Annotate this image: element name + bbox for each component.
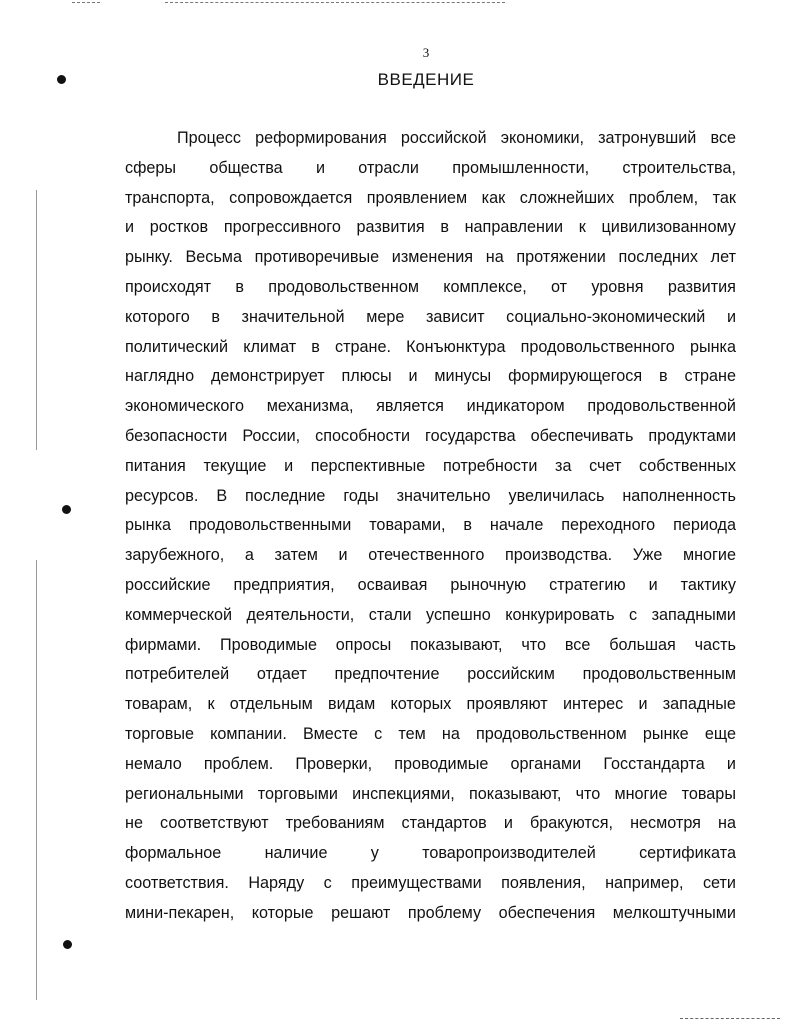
word: механизма, (266, 397, 354, 416)
word: перспективные (310, 456, 426, 475)
word: опросы (335, 635, 392, 654)
body-paragraph (125, 124, 736, 929)
word: соответствия. (125, 873, 229, 892)
word: показывают, (410, 635, 503, 654)
word: и (125, 218, 135, 237)
word: минусы (434, 367, 492, 386)
word: В (216, 486, 228, 505)
word: отечественного (368, 546, 485, 565)
text-line (125, 422, 736, 452)
word: с (629, 605, 638, 624)
word: с (323, 873, 332, 892)
word: зависит (425, 307, 485, 326)
word: органами (510, 754, 582, 773)
word: не (125, 814, 143, 833)
text-line (125, 482, 736, 512)
word: на (441, 724, 460, 743)
text-line (125, 124, 736, 154)
word: показывают, (468, 784, 562, 803)
word: отдает (256, 665, 307, 684)
word: отдельным (229, 695, 313, 714)
word: способности (315, 426, 411, 445)
word: в (311, 337, 320, 356)
word: мере (366, 307, 405, 326)
word: товары (681, 784, 736, 803)
word: западными (651, 605, 736, 624)
word: все (710, 129, 736, 147)
word: государства (425, 426, 516, 445)
word: преимуществами (351, 873, 482, 892)
word: товарам, (125, 695, 193, 714)
word: многие (614, 784, 668, 803)
word: значительной (241, 307, 345, 326)
word: в (440, 218, 449, 237)
word: и (315, 158, 326, 177)
word: плюсы (341, 367, 392, 386)
word: у (370, 844, 379, 863)
word: западные (662, 695, 736, 714)
word: в (659, 367, 668, 386)
word: социально-экономический (506, 307, 706, 326)
text-line (125, 184, 736, 214)
word: продовольственного (520, 337, 675, 356)
word: промышленности, (452, 158, 590, 177)
word: Проводимые (220, 635, 317, 654)
word: сферы (125, 158, 177, 177)
word: Вместе (302, 724, 359, 743)
text-line (125, 839, 736, 869)
word: последних (618, 248, 698, 267)
scan-artifact-bottom (680, 1018, 780, 1019)
text-line (125, 303, 736, 333)
word: переходного (561, 516, 656, 535)
word: и (408, 367, 418, 386)
word: обеспечения (498, 903, 596, 922)
word: предприятия, (233, 575, 335, 594)
word: так (712, 188, 736, 207)
word: индикатором (466, 397, 565, 416)
word: и (726, 754, 736, 773)
word: изменения (391, 248, 474, 267)
word: продовольственной (587, 397, 736, 416)
text-line (125, 571, 736, 601)
word: политический (125, 337, 229, 356)
word: рынка (689, 337, 736, 356)
word: наглядно (125, 367, 195, 386)
word: увеличилась (508, 486, 605, 505)
text-line (125, 631, 736, 661)
word: многие (682, 546, 736, 565)
word: зарубежного, (125, 546, 225, 565)
word: российской (400, 129, 487, 147)
scan-artifact-top (165, 2, 505, 3)
word: России, (242, 426, 301, 445)
word: часть (694, 635, 736, 654)
word: от (550, 277, 568, 296)
word: конкурировать (505, 605, 615, 624)
word: Уже (632, 546, 663, 565)
word: стратегию (549, 575, 626, 594)
word: наполненность (622, 486, 736, 505)
word: стали (368, 605, 412, 624)
word: Наряду (248, 873, 305, 892)
word: что (521, 635, 547, 654)
word: проявляют (466, 695, 548, 714)
word: протяжении (516, 248, 606, 267)
word: немало (125, 754, 182, 773)
word: счет (589, 456, 622, 475)
word: и (284, 456, 294, 475)
word: успешно (426, 605, 491, 624)
word: комплексе, (443, 277, 527, 296)
word: развития (356, 218, 425, 237)
word: региональными (125, 784, 244, 803)
text-line (125, 601, 736, 631)
word: продовольственном (268, 277, 419, 296)
word: проблему (407, 903, 482, 922)
word: за (555, 456, 572, 475)
word: ресурсов. (125, 486, 199, 505)
word: последние (245, 486, 326, 505)
word: рынка (125, 516, 172, 535)
word: с (374, 724, 383, 743)
text-line (125, 660, 736, 690)
word: противоречивые (254, 248, 380, 267)
word: производства. (504, 546, 613, 565)
word: климат (243, 337, 297, 356)
word: Процесс (177, 129, 241, 147)
word: которого (125, 307, 190, 326)
word: потребителей (125, 665, 230, 684)
word: тактику (680, 575, 736, 594)
word: большая (609, 635, 676, 654)
word: лет (710, 248, 736, 267)
word: прогрессивного (223, 218, 341, 237)
word: общества (209, 158, 283, 177)
word: Проверки, (295, 754, 373, 773)
word: фирмами. (125, 635, 202, 654)
word: направлении (464, 218, 564, 237)
word: товарами, (369, 516, 446, 535)
word: а (244, 546, 254, 565)
word: рынке (642, 724, 689, 743)
word: экономического (125, 397, 244, 416)
word: в (235, 277, 244, 296)
word: и (726, 307, 736, 326)
word: затем (274, 546, 318, 565)
word: строительства, (622, 158, 736, 177)
text-line (125, 392, 736, 422)
word: к (578, 218, 586, 237)
word: торговые (125, 724, 195, 743)
word: как (481, 188, 506, 207)
word: несмотря (630, 814, 701, 833)
word: деятельности, (246, 605, 355, 624)
punch-hole-icon-middle (62, 505, 71, 514)
word: наличие (264, 844, 328, 863)
word: проявлением (366, 188, 468, 207)
word: сети (702, 873, 736, 892)
word: мелкоштучными (612, 903, 736, 922)
word: и (638, 695, 648, 714)
word: собственных (639, 456, 736, 475)
text-line (125, 362, 736, 392)
text-line (125, 780, 736, 810)
word: продуктами (648, 426, 736, 445)
word: ростков (149, 218, 209, 237)
word: формальное (125, 844, 222, 863)
margin-line-upper (36, 190, 37, 450)
word: реформирования (255, 129, 387, 147)
margin-line-lower (36, 560, 37, 1000)
word: соответствуют (160, 814, 269, 833)
word: цивилизованному (601, 218, 736, 237)
word: которые (251, 903, 314, 922)
word: уровня (591, 277, 644, 296)
text-line (125, 511, 736, 541)
page-number: 3 (422, 45, 430, 60)
word: годы (343, 486, 379, 505)
text-line (125, 243, 736, 273)
word: сертификата (639, 844, 736, 863)
word: что (575, 784, 601, 803)
word: бракуются, (529, 814, 613, 833)
word: к (207, 695, 215, 714)
text-line (125, 541, 736, 571)
word: стандартов (401, 814, 487, 833)
word: демонстрирует (210, 367, 325, 386)
word: питания (125, 456, 186, 475)
text-line (125, 452, 736, 482)
word: торговыми (257, 784, 338, 803)
word: транспорта, (125, 188, 215, 207)
text-line (125, 690, 736, 720)
word: проблем, (628, 188, 699, 207)
word: и (648, 575, 658, 594)
word: компании. (210, 724, 287, 743)
word: решают (331, 903, 391, 922)
word: осваивая (357, 575, 428, 594)
word: инспекциями, (352, 784, 455, 803)
word: на (485, 248, 504, 267)
word: обеспечивать (530, 426, 634, 445)
word: Госстандарта (603, 754, 705, 773)
page-title: ВВЕДЕНИЕ (377, 70, 475, 89)
word: тем (398, 724, 426, 743)
word: потребности (442, 456, 538, 475)
text-line (125, 809, 736, 839)
text-line (125, 213, 736, 243)
word: сопровождается (229, 188, 353, 207)
word: сложнейших (519, 188, 615, 207)
word: рыночную (450, 575, 527, 594)
word: экономики, (500, 129, 584, 147)
word: товаропроизводителей (422, 844, 596, 863)
word: отрасли (358, 158, 419, 177)
word: начале (489, 516, 544, 535)
word: российские (125, 575, 211, 594)
word: является (376, 397, 444, 416)
word: развития (667, 277, 736, 296)
word: продовольственном (475, 724, 627, 743)
text-line (125, 869, 736, 899)
word: видам (328, 695, 376, 714)
word: на (718, 814, 736, 833)
scan-artifact-top-left (72, 2, 100, 3)
word: коммерческой (125, 605, 233, 624)
word: в (211, 307, 220, 326)
word: значительно (396, 486, 491, 505)
word: и (503, 814, 513, 833)
word: проблем. (203, 754, 274, 773)
word: появления, (501, 873, 586, 892)
word: и (338, 546, 348, 565)
text-line (125, 750, 736, 780)
word: безопасности (125, 426, 228, 445)
text-line (125, 333, 736, 363)
word: периода (673, 516, 736, 535)
word: затронувший (598, 129, 697, 147)
text-line (125, 154, 736, 184)
text-line (125, 720, 736, 750)
word: текущие (203, 456, 267, 475)
word: проводимые (394, 754, 489, 773)
word: рынку. (125, 248, 173, 267)
word: Весьма (185, 248, 242, 267)
word: происходят (125, 277, 212, 296)
word: которых (390, 695, 452, 714)
word: стране. (335, 337, 391, 356)
word: еще (704, 724, 736, 743)
word: требованиям (285, 814, 385, 833)
word: Конъюнктура (406, 337, 506, 356)
text-line (125, 899, 736, 929)
word: российским (467, 665, 555, 684)
text-line (125, 273, 736, 303)
word: мини-пекарен, (125, 903, 235, 922)
word: продовольственным (582, 665, 736, 684)
word: стране (684, 367, 736, 386)
word: все (564, 635, 591, 654)
word: в (463, 516, 473, 535)
word: например, (605, 873, 684, 892)
word: формирующегося (508, 367, 643, 386)
word: предпочтение (334, 665, 440, 684)
word: продовольственными (188, 516, 352, 535)
word: интерес (562, 695, 624, 714)
punch-hole-icon-bottom (63, 940, 72, 949)
